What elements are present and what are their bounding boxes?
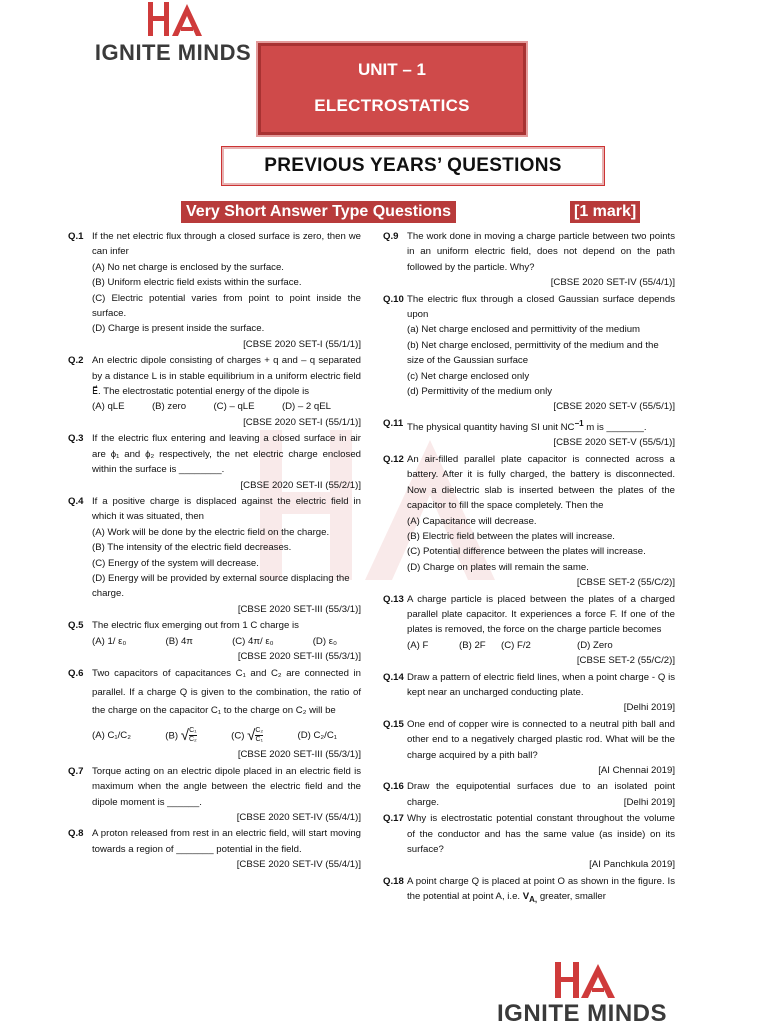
question-number: Q.4 bbox=[68, 495, 84, 507]
question-number: Q.11 bbox=[383, 417, 404, 429]
question-number: Q.15 bbox=[383, 718, 404, 730]
question-text: Why is electrostatic potential constant throughout the volume of the conductor and has the same value (as inside) on its surface? bbox=[407, 813, 675, 856]
question-text: If the net electric flux through a closed surface is zero, then we can infer bbox=[92, 231, 361, 258]
option: (B) Electric field between the plates will increase. bbox=[407, 530, 615, 542]
question-text: A proton released from rest in an electric field, will start moving towards a region of _______ potential in the field. bbox=[92, 828, 361, 855]
fraction: $\frac{\text{C₂}}{\text{C₁}}$ bbox=[255, 727, 264, 744]
question-source: [Delhi 2019] bbox=[623, 702, 675, 714]
options-row bbox=[92, 399, 361, 414]
question-4 bbox=[68, 494, 361, 617]
option: (B) The intensity of the electric field decreases. bbox=[92, 542, 292, 554]
option: (A) 1/ ε₀ bbox=[92, 635, 127, 647]
option: (D) ε₀ bbox=[312, 635, 337, 647]
question-text: A point charge Q is placed at point O as shown in the figure. Is the potential at point A, i.e. $V_{A,}$ greater, smaller bbox=[407, 875, 675, 905]
question-text: If the electric flux entering and leaving a closed surface in air are ϕ₁ and ϕ₂ respectively, the net electric charge enclosed within the surface is ________. bbox=[92, 433, 361, 476]
question-number: Q.18 bbox=[383, 875, 404, 887]
unit-header-box bbox=[258, 43, 526, 135]
unit-name: ELECTROSTATICS bbox=[314, 96, 470, 115]
brand-logo-top bbox=[88, 0, 258, 66]
option: (D) Energy will be provided by external source displacing the charge. bbox=[92, 572, 350, 600]
option: (C) Electric potential varies from point to point inside the surface. bbox=[92, 292, 361, 320]
question-text: The electric flux emerging out from 1 C charge is bbox=[92, 620, 299, 632]
option: (A) qLE bbox=[92, 401, 125, 413]
question-text: Draw the equipotential surfaces due to an isolated point charge. [Delhi 2019] bbox=[407, 779, 675, 810]
question-number: Q.17 bbox=[383, 813, 404, 825]
question-16 bbox=[383, 779, 675, 810]
section-title: Very Short Answer Type Questions bbox=[181, 201, 456, 223]
ignite-minds-logo-icon bbox=[547, 960, 617, 1000]
question-number: Q.2 bbox=[68, 355, 84, 367]
question-source: [CBSE 2020 SET-IV (55/4/1)] bbox=[236, 812, 361, 824]
question-text: Two capacitors of capacitances C₁ and C₂ are connected in parallel. If a charge Q is given to the combination, the ratio of the charge on the capacitor C₁ to the charge on C₂ will be bbox=[92, 668, 361, 717]
option: (B) Uniform electric field exists within the surface. bbox=[92, 277, 302, 289]
option: (D) Zero bbox=[577, 639, 613, 651]
question-source: [CBSE SET-2 (55/C/2)] bbox=[576, 577, 675, 589]
question-text: Draw a pattern of electric field lines, when a point charge - Q is kept near an uncharged conducting plate. bbox=[407, 671, 675, 698]
question-source: [Delhi 2019] bbox=[623, 796, 675, 808]
question-7 bbox=[68, 764, 361, 826]
question-number: Q.14 bbox=[383, 671, 404, 683]
option: (D) C₂/C₁ bbox=[297, 729, 337, 741]
question-12 bbox=[383, 452, 675, 591]
question-text: The electric flux through a closed Gaussian surface depends upon bbox=[407, 293, 675, 321]
question-3 bbox=[68, 431, 361, 493]
option: (C) 4π/ ε₀ bbox=[232, 635, 274, 647]
question-text: A charge particle is placed between the plates of a charged parallel plate capacitor. It experiences a force F. If one of the plates is removed, the force on the charge particle becomes bbox=[407, 593, 675, 636]
option: (A) Work will be done by the electric field on the charge. bbox=[92, 526, 330, 538]
question-text: If a positive charge is displaced against the electric field in which it was situated, then bbox=[92, 495, 361, 523]
sqrt-icon: √ bbox=[247, 726, 256, 744]
question-number: Q.7 bbox=[68, 765, 84, 777]
question-text: The physical quantity having SI unit $NC^{-1}$ m is _______. bbox=[407, 418, 647, 434]
option: (c) Net charge enclosed only bbox=[407, 370, 530, 382]
option: (C) Potential difference between the plates will increase. bbox=[407, 546, 646, 558]
question-source: [CBSE 2020 SET-V (55/5/1)] bbox=[553, 401, 675, 413]
question-text: An electric dipole consisting of charges + q and – q separated by a distance L is in stable equilibrium in a uniform electric field E⃗. The electrostatic potential energy of the dipole is bbox=[92, 355, 361, 398]
question-13 bbox=[383, 592, 675, 669]
question-source: [CBSE 2020 SET-III (55/3/1)] bbox=[237, 603, 361, 615]
question-source: [AI Panchkula 2019] bbox=[589, 859, 675, 871]
option: (C) F/2 bbox=[501, 639, 531, 651]
option: (D) Charge on plates will remain the same. bbox=[407, 561, 589, 573]
question-number: Q.12 bbox=[383, 453, 404, 465]
option-b: (B) √ $\frac{\text{C₁}}{\text{C₂}}$ bbox=[165, 726, 197, 744]
unit-title: UNIT – 1 bbox=[357, 60, 427, 79]
question-source: [CBSE 2020 SET-I (55/1/1)] bbox=[243, 416, 361, 428]
question-14 bbox=[383, 670, 675, 716]
question-number: Q.6 bbox=[68, 668, 84, 680]
question-number: Q.5 bbox=[68, 620, 84, 632]
question-source: [CBSE 2020 SET-III (55/3/1)] bbox=[237, 650, 361, 662]
option: (B) zero bbox=[151, 401, 187, 413]
question-18 bbox=[383, 874, 675, 908]
question-number: Q.10 bbox=[383, 293, 404, 305]
option: (B) 4π bbox=[165, 635, 193, 647]
options-row bbox=[92, 725, 361, 748]
question-source: [CBSE SET-2 (55/C/2)] bbox=[576, 655, 675, 667]
question-8 bbox=[68, 826, 361, 872]
question-number: Q.13 bbox=[383, 593, 404, 605]
option: (D) – 2 qEL bbox=[281, 401, 331, 413]
options-row bbox=[92, 634, 361, 649]
option: (B) 2F bbox=[459, 639, 486, 651]
option: (C) – qLE bbox=[213, 401, 255, 413]
question-source: [CBSE 2020 SET-III (55/3/1)] bbox=[237, 749, 361, 761]
question-text: Torque acting on an electric dipole placed in an electric field is maximum when the angle between the electric field and the dipole moment is ______. bbox=[92, 765, 361, 808]
question-5 bbox=[68, 618, 361, 664]
section-marks: [1 mark] bbox=[570, 201, 640, 223]
question-2 bbox=[68, 353, 361, 430]
question-text: One end of copper wire is connected to a neutral pith ball and other end to a negatively charged plastic rod. What will be the charge acquired by a pith ball? bbox=[407, 718, 675, 761]
question-9 bbox=[383, 229, 675, 291]
option-c: (C) √ $\frac{\text{C₂}}{\text{C₁}}$ bbox=[231, 726, 264, 744]
question-10 bbox=[383, 292, 675, 415]
question-text: The work done in moving a charge particle between two points in an uniform electric field, does not depend on the path followed by the particle. Why? bbox=[407, 231, 675, 273]
option: (A) Capacitance will decrease. bbox=[407, 515, 537, 527]
question-6 bbox=[68, 665, 361, 762]
question-source: [CBSE 2020 SET-V (55/5/1)] bbox=[553, 437, 675, 449]
option: (A) C₁/C₂ bbox=[92, 729, 131, 741]
option: (C) Energy of the system will decrease. bbox=[92, 557, 259, 569]
question-source: [CBSE 2020 SET-I (55/1/1)] bbox=[243, 338, 361, 350]
question-17 bbox=[383, 811, 675, 873]
left-column bbox=[68, 229, 361, 874]
question-number: Q.9 bbox=[383, 231, 399, 242]
ignite-minds-logo-icon bbox=[142, 0, 204, 40]
page-heading: PREVIOUS YEARS’ QUESTIONS bbox=[221, 146, 605, 186]
option: (d) Permittivity of the medium only bbox=[407, 386, 553, 398]
question-number: Q.3 bbox=[68, 433, 84, 445]
question-source: [CBSE 2020 SET-IV (55/4/1)] bbox=[550, 277, 675, 289]
question-1 bbox=[68, 229, 361, 352]
question-15 bbox=[383, 717, 675, 779]
question-source: [AI Chennai 2019] bbox=[598, 765, 675, 776]
question-source: [CBSE 2020 SET-IV (55/4/1)] bbox=[236, 859, 361, 871]
question-source: [CBSE 2020 SET-II (55/2/1)] bbox=[240, 479, 361, 491]
brand-logo-bottom bbox=[482, 960, 682, 1024]
question-text: An air-filled parallel plate capacitor is connected across a battery. After it is fully charged, the battery is disconnected. Now a dielectric slab is inserted between the plates of the capacitor to fill the space completely. Then the bbox=[407, 453, 675, 512]
options-row bbox=[407, 638, 675, 653]
question-11 bbox=[383, 416, 675, 451]
option: (b) Net charge enclosed, permittivity of the medium and the size of the Gaussian surface bbox=[407, 339, 659, 367]
question-number: Q.1 bbox=[68, 231, 84, 242]
option: (A) F bbox=[407, 639, 429, 651]
option: (a) Net charge enclosed and permittivity of the medium bbox=[407, 324, 641, 336]
brand-name: IGNITE MINDS bbox=[496, 1000, 667, 1024]
fraction: $\frac{\text{C₁}}{\text{C₂}}$ bbox=[189, 727, 197, 744]
brand-name: IGNITE MINDS bbox=[94, 40, 252, 65]
option: (D) Charge is present inside the surface. bbox=[92, 323, 265, 335]
question-number: Q.16 bbox=[383, 781, 404, 793]
right-column bbox=[383, 229, 675, 909]
option: (A) No net charge is enclosed by the surface. bbox=[92, 261, 284, 273]
sqrt-icon: √ bbox=[180, 726, 189, 744]
question-number: Q.8 bbox=[68, 828, 84, 840]
